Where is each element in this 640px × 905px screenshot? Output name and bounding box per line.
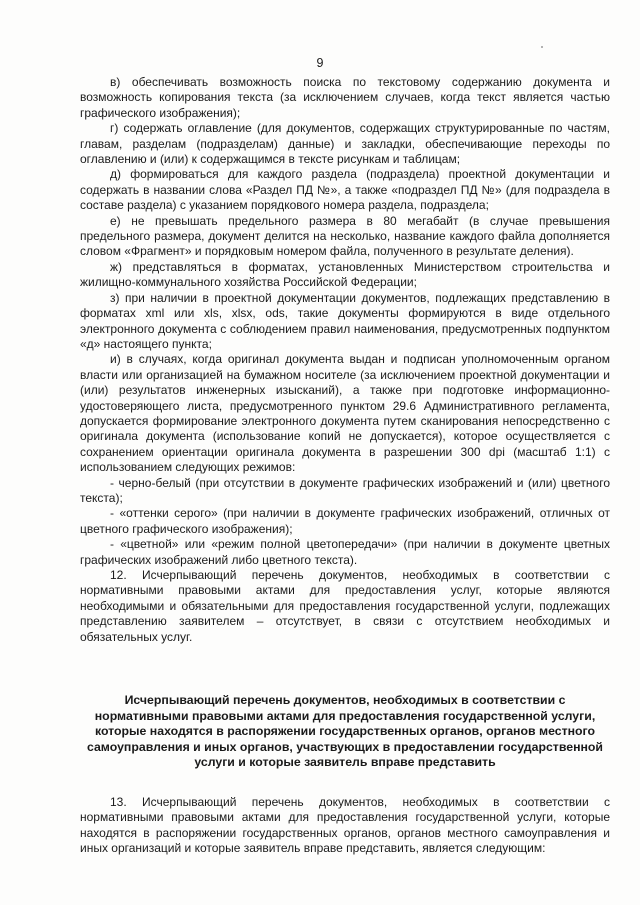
- paragraph-g: г) содержать оглавление (для документов, содержащих структурированные по частям, главам, разделам (подразделам) данные) и закладки, обеспечивающие переходы по оглавлению и (или) к содержащимся в тексте рисункам и таблицам;: [80, 121, 610, 167]
- paragraph-v: в) обеспечивать возможность поиска по текстовому содержанию документа и возможность копирования текста (за исключением случаев, когда текст является частью графического изображения);: [80, 75, 610, 120]
- paragraph-zh: ж) представляться в форматах, установленных Министерством строительства и жилищно-коммунального хозяйства Российской Федерации;: [80, 259, 610, 290]
- section-heading: Исчерпывающий перечень документов, необходимых в соответствии с нормативными правовыми актами для предоставления государственной услуги, которые находятся в распоряжении государственных органов, органов местного самоуправления и иных органов, участвующих в предоставлении государственной услуги и которые заявитель вправе представить: [86, 693, 603, 770]
- body-text: [80, 75, 610, 857]
- page-number: 9: [316, 56, 324, 70]
- paragraph-d: д) формироваться для каждого раздела (подраздела) проектной документации и содержать в названии слова «Раздел ПД №», а также «подраздел ПД №» (для подраздела в составе раздела) с указанием порядкового номера раздела, подраздела;: [80, 167, 610, 213]
- bullet-black-white: - черно-белый (при отсутствии в документе графических изображений и (или) цветного текста);: [80, 475, 610, 505]
- paragraph-13: 13. Исчерпывающий перечень документов, необходимых в соответствии с нормативными правовыми актами для предоставления государственной услуги, которые находятся в распоряжении государственных органов, органов местного самоуправления и иных организаций и которые заявитель вправе представить, является следующим:: [80, 795, 610, 856]
- paragraph-12: 12. Исчерпывающий перечень документов, необходимых в соответствии с нормативными правовыми актами для предоставления услуг, которые являются необходимыми и обязательными для предоставления государственной услуги, подлежащих представлению заявителем – отсутствует, в связи с отсутствием необходимых и обязательных услуг.: [80, 568, 610, 644]
- paragraph-z: з) при наличии в проектной документации документов, подлежащих представлению в форматах xml или xls, xlsx, ods, такие документы формируются в виде отдельного электронного документа с соблюдением правил наименования, предусмотренных подпунктом «д» настоящего пункта;: [80, 290, 610, 351]
- paragraph-i: и) в случаях, когда оригинал документа выдан и подписан уполномоченным органом власти или организацией на бумажном носителе (за исключением проектной документации и (или) результатов инженерных изысканий), а также при подготовке информационно-удостоверяющего листа, предусмотренного пунктом 29.6 Административного регламента, допускается формирование электронного документа путем сканирования непосредственно с оригинала документа (использование копий не допускается), которое осуществляется с сохранением ориентации оригинала документа в разрешении 300 dpi (масштаб 1:1) с использованием следующих режимов:: [80, 352, 610, 475]
- scan-speck: [541, 46, 543, 48]
- bullet-color: - «цветной» или «режим полной цветопередачи» (при наличии в документе цветных графических изображений либо цветного текста).: [80, 537, 610, 567]
- paragraph-e: е) не превышать предельного размера в 80 мегабайт (в случае превышения предельного размера, документ делится на несколько, название каждого файла дополняется словом «Фрагмент» и порядковым номером файла, полученного в результате деления).: [80, 213, 610, 259]
- bullet-grayscale: - «оттенки серого» (при наличии в документе графических изображений, отличных от цветного графического изображения);: [80, 506, 610, 536]
